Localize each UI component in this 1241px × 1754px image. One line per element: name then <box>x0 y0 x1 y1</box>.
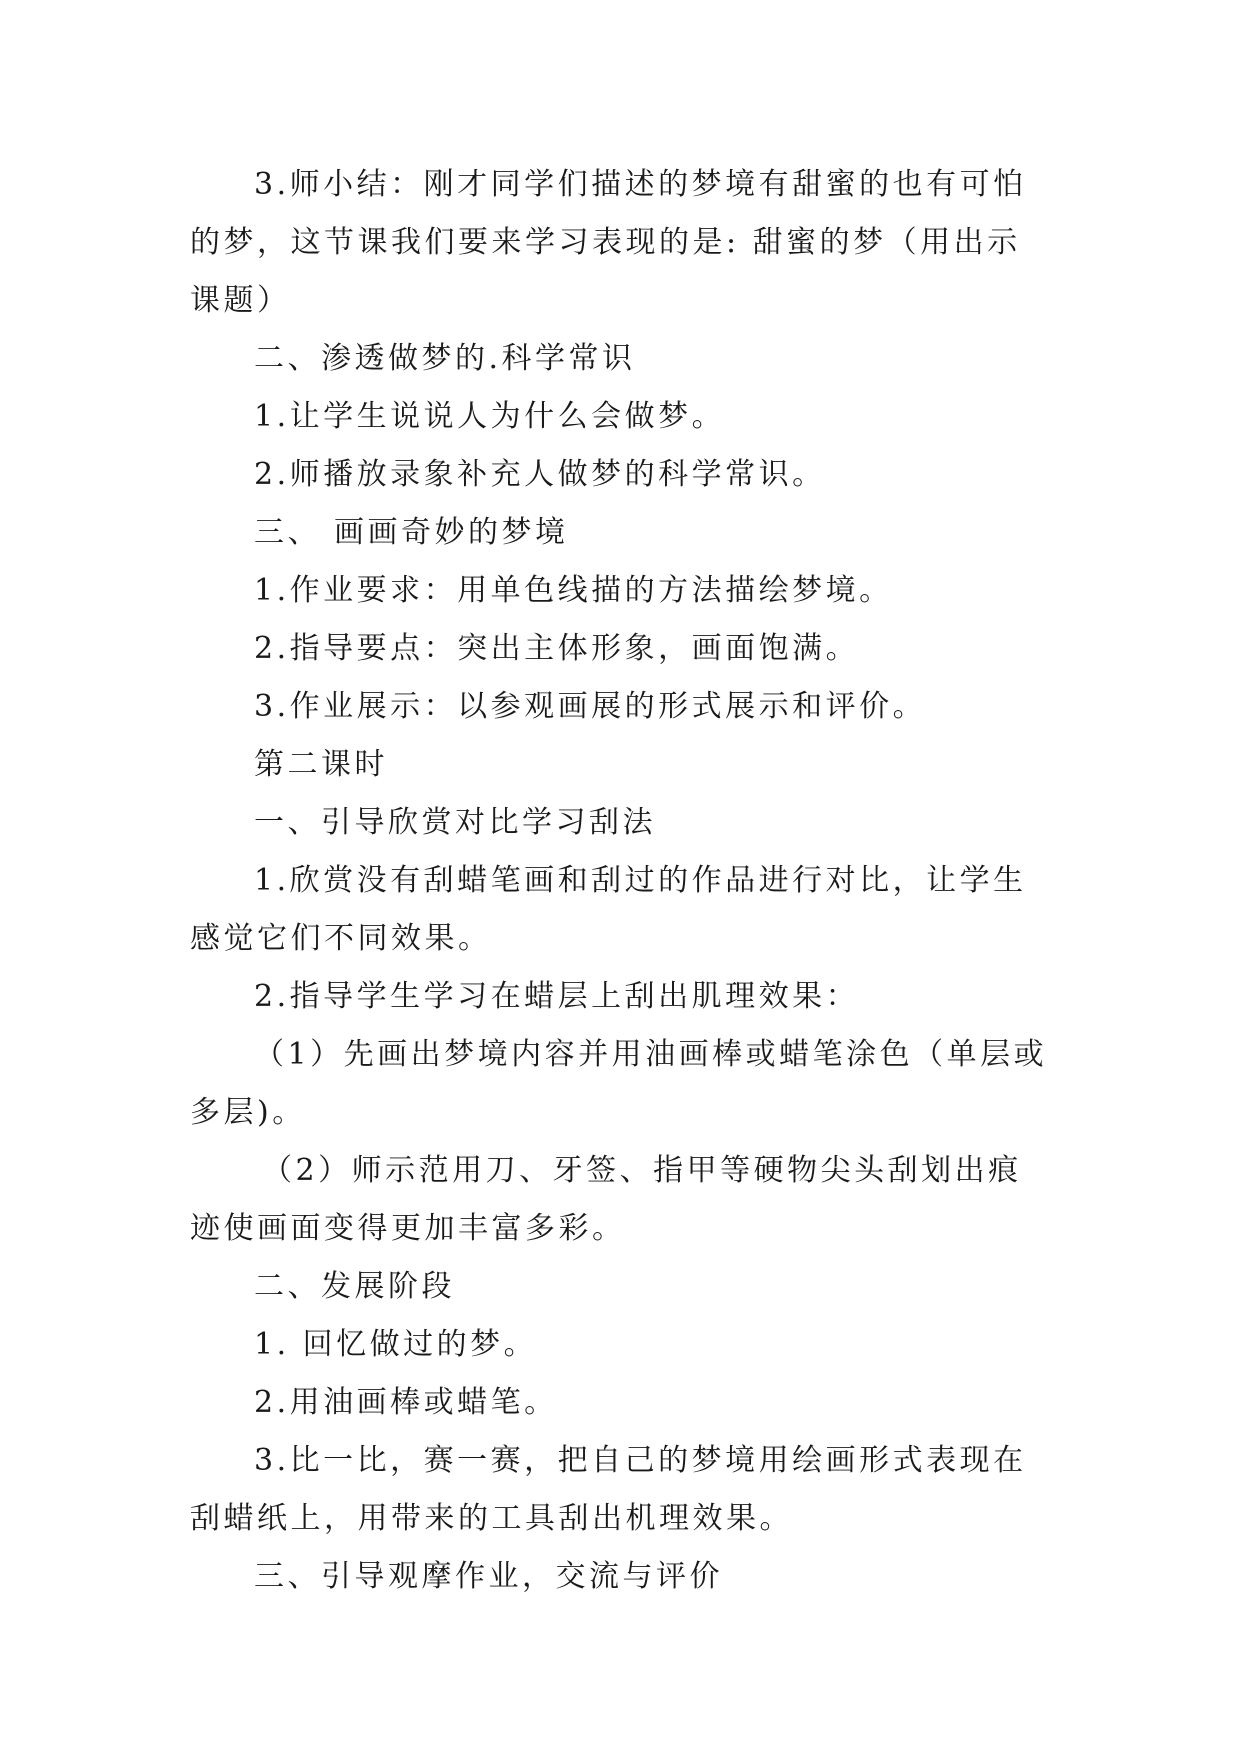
section-heading-science: 二、渗透做梦的.科学常识 <box>254 341 636 376</box>
section-heading-development: 二、发展阶段 <box>254 1269 455 1304</box>
list-item: 3.比一比，赛一赛，把自己的梦境用绘画形式表现在刮蜡纸上，用带来的工具刮出机理效果。 <box>190 1443 1027 1536</box>
list-item: 2.师播放录象补充人做梦的科学常识。 <box>254 457 826 492</box>
section-heading-review: 三、引导观摩作业，交流与评价 <box>254 1559 723 1594</box>
list-item: 1.让学生说说人为什么会做梦。 <box>254 399 726 434</box>
list-item: 1.欣赏没有刮蜡笔画和刮过的作品进行对比，让学生感觉它们不同效果。 <box>190 863 1027 956</box>
sub-list-item: （1）先画出梦境内容并用油画棒或蜡笔涂色（单层或多层)。 <box>190 1037 1048 1130</box>
sub-list-item: （2）师示范用刀、牙签、指甲等硬物尖头刮划出痕迹使画面变得更加丰富多彩。 <box>190 1153 1022 1246</box>
list-item: 2.指导要点：突出主体形象，画面饱满。 <box>254 631 860 666</box>
list-item: 2.用油画棒或蜡笔。 <box>254 1385 558 1420</box>
document-body <box>190 156 1050 1606</box>
lesson-heading: 第二课时 <box>254 747 388 782</box>
list-item: 3.作业展示：以参观画展的形式展示和评价。 <box>254 689 927 724</box>
section-heading-drawing: 三、 画画奇妙的梦境 <box>254 515 569 550</box>
section-heading-appreciation: 一、引导欣赏对比学习刮法 <box>254 805 656 840</box>
list-item: 1. 回忆做过的梦。 <box>254 1327 538 1362</box>
list-item: 1.作业要求：用单色线描的方法描绘梦境。 <box>254 573 893 608</box>
paragraph-summary: 3.师小结：刚才同学们描述的梦境有甜蜜的也有可怕的梦，这节课我们要来学习表现的是: 甜蜜的梦（用出示课题） <box>190 167 1027 318</box>
list-item: 2.指导学生学习在蜡层上刮出肌理效果： <box>254 979 860 1014</box>
